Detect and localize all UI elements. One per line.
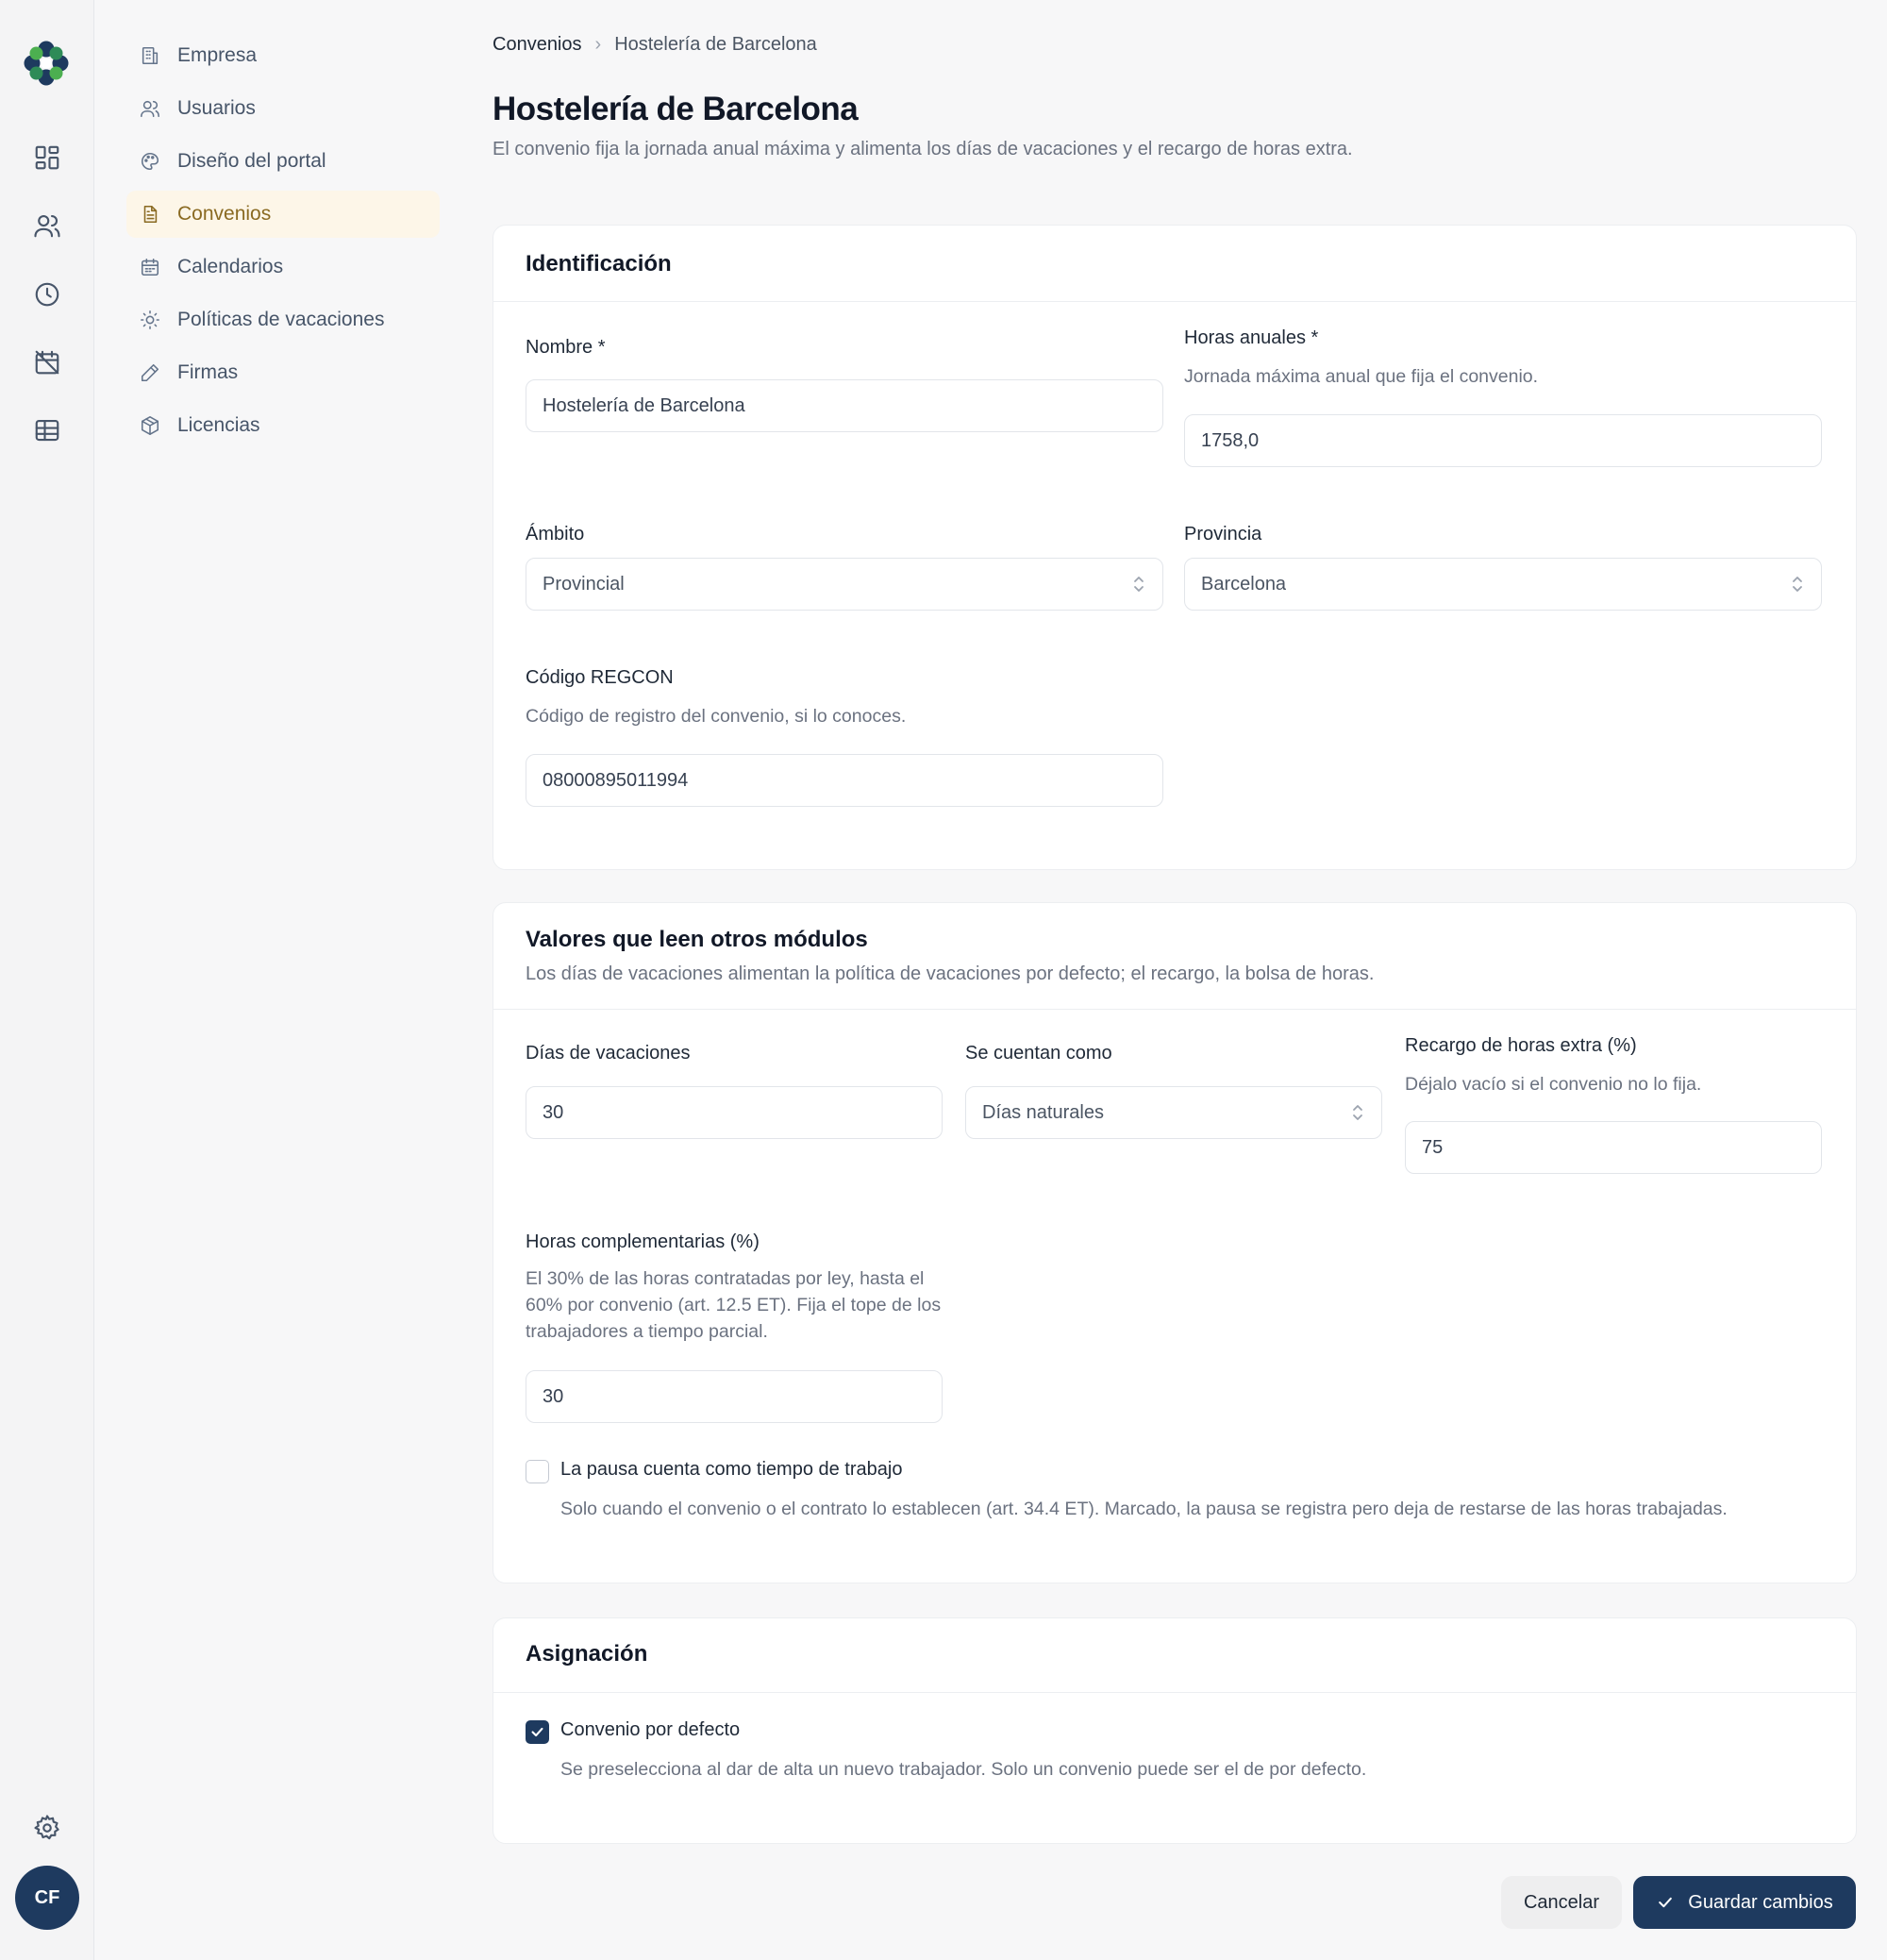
page-subtitle: El convenio fija la jornada anual máxima y alimenta los días de vacaciones y el recargo de horas extra. [493,139,1353,159]
save-button-label: Guardar cambios [1688,1891,1833,1913]
calendar-off-icon[interactable] [31,346,63,378]
dias-vacaciones-input[interactable] [526,1086,943,1139]
dashboard-icon[interactable] [31,142,63,174]
convenio-defecto-hint: Se preselecciona al dar de alta un nuevo trabajador. Solo un convenio puede ser el de por defecto. [560,1759,1367,1780]
ambito-label: Ámbito [526,524,585,544]
cancel-button[interactable]: Cancelar [1501,1876,1622,1929]
convenio-defecto-label: Convenio por defecto [560,1719,741,1740]
section-title: Identificación [526,251,672,276]
check-icon [529,1724,545,1740]
sidebar-item-label: Firmas [177,361,239,383]
sidebar-item-usuarios[interactable] [126,85,440,132]
chevron-updown-icon [1350,1102,1365,1123]
sidebar-item-label: Diseño del portal [177,150,326,172]
sun-icon [140,310,160,330]
sidebar-item-diseno-portal[interactable] [126,138,440,185]
se-cuentan-label: Se cuentan como [965,1043,1112,1064]
calendar-icon [140,257,160,277]
pausa-checkbox[interactable] [526,1460,549,1483]
recargo-input[interactable] [1405,1121,1822,1174]
gear-icon[interactable] [31,1812,63,1844]
pausa-hint: Solo cuando el convenio o el contrato lo establecen (art. 34.4 ET). Marcado, la pausa se registra pero deja de restarse de las horas trabajadas. [560,1499,1728,1519]
sidebar-item-calendarios[interactable] [126,243,440,291]
recargo-label: Recargo de horas extra (%) [1405,1035,1637,1056]
sidebar-item-label: Empresa [177,44,258,66]
sidebar-item-empresa[interactable] [126,32,440,79]
document-icon [140,204,160,225]
nombre-label: Nombre * [526,337,606,358]
sidebar-item-licencias[interactable] [126,402,440,449]
complementarias-label: Horas complementarias (%) [526,1231,760,1252]
breadcrumb-current: Hostelería de Barcelona [614,34,817,55]
horas-anuales-label: Horas anuales * [1184,327,1319,348]
chevron-updown-icon [1131,574,1146,595]
sidebar-item-politicas-vacaciones[interactable] [126,296,440,343]
clock-icon[interactable] [31,278,63,310]
sidebar-item-convenios[interactable] [126,191,440,238]
complementarias-hint: El 30% de las horas contratadas por ley, hasta el 60% por convenio (art. 12.5 ET). Fija el tope de los trabajadores a tiempo parcial. [526,1268,942,1342]
sidebar-item-label: Calendarios [177,256,284,277]
complementarias-input[interactable] [526,1370,943,1423]
package-icon [140,415,160,436]
sidebar-item-label: Convenios [177,203,272,225]
palette-icon [140,151,160,172]
nombre-input[interactable] [526,379,1163,432]
users-icon[interactable] [31,209,63,242]
icon-rail [0,0,94,1960]
dias-vacaciones-label: Días de vacaciones [526,1043,691,1064]
chevron-updown-icon [1790,574,1805,595]
section-title: Asignación [526,1641,648,1667]
ambito-value: Provincial [543,573,625,595]
user-avatar[interactable]: CF [15,1866,79,1930]
settings-sidebar [94,0,472,1960]
card-valores [493,902,1857,1583]
table-icon[interactable] [31,414,63,446]
se-cuentan-value: Días naturales [982,1101,1104,1123]
sidebar-item-label: Políticas de vacaciones [177,309,385,330]
page-title: Hostelería de Barcelona [493,91,859,127]
ambito-select[interactable] [526,558,1163,611]
provincia-label: Provincia [1184,524,1262,544]
building-icon [140,45,160,66]
regcon-input[interactable] [526,754,1163,807]
chevron-right-icon: › [594,34,602,55]
card-header [493,226,1856,302]
provincia-value: Barcelona [1201,573,1287,595]
save-button[interactable] [1633,1876,1856,1929]
sidebar-item-label: Licencias [177,414,260,436]
app-logo[interactable] [21,38,72,89]
provincia-select[interactable] [1184,558,1822,611]
card-header [493,1618,1856,1693]
pausa-label: La pausa cuenta como tiempo de trabajo [560,1459,903,1480]
horas-anuales-hint: Jornada máxima anual que fija el convenio. [1184,366,1539,387]
card-identificacion [493,225,1857,870]
breadcrumb [493,34,817,56]
sidebar-item-label: Usuarios [177,97,256,119]
pen-icon [140,362,160,383]
horas-anuales-input[interactable] [1184,414,1822,467]
regcon-label: Código REGCON [526,667,674,688]
breadcrumb-link-convenios[interactable]: Convenios [493,34,582,55]
sidebar-item-firmas[interactable] [126,349,440,396]
card-header [493,903,1856,1010]
users-icon [140,98,160,119]
card-asignacion [493,1617,1857,1844]
section-description: Los días de vacaciones alimentan la política de vacaciones por defecto; el recargo, la bolsa de horas. [526,963,1375,984]
section-title: Valores que leen otros módulos [526,927,868,952]
convenio-defecto-checkbox[interactable] [526,1720,549,1744]
check-icon [1656,1893,1675,1912]
recargo-hint: Déjalo vacío si el convenio no lo fija. [1405,1074,1702,1095]
se-cuentan-select[interactable] [965,1086,1382,1139]
regcon-hint: Código de registro del convenio, si lo conoces. [526,706,907,727]
